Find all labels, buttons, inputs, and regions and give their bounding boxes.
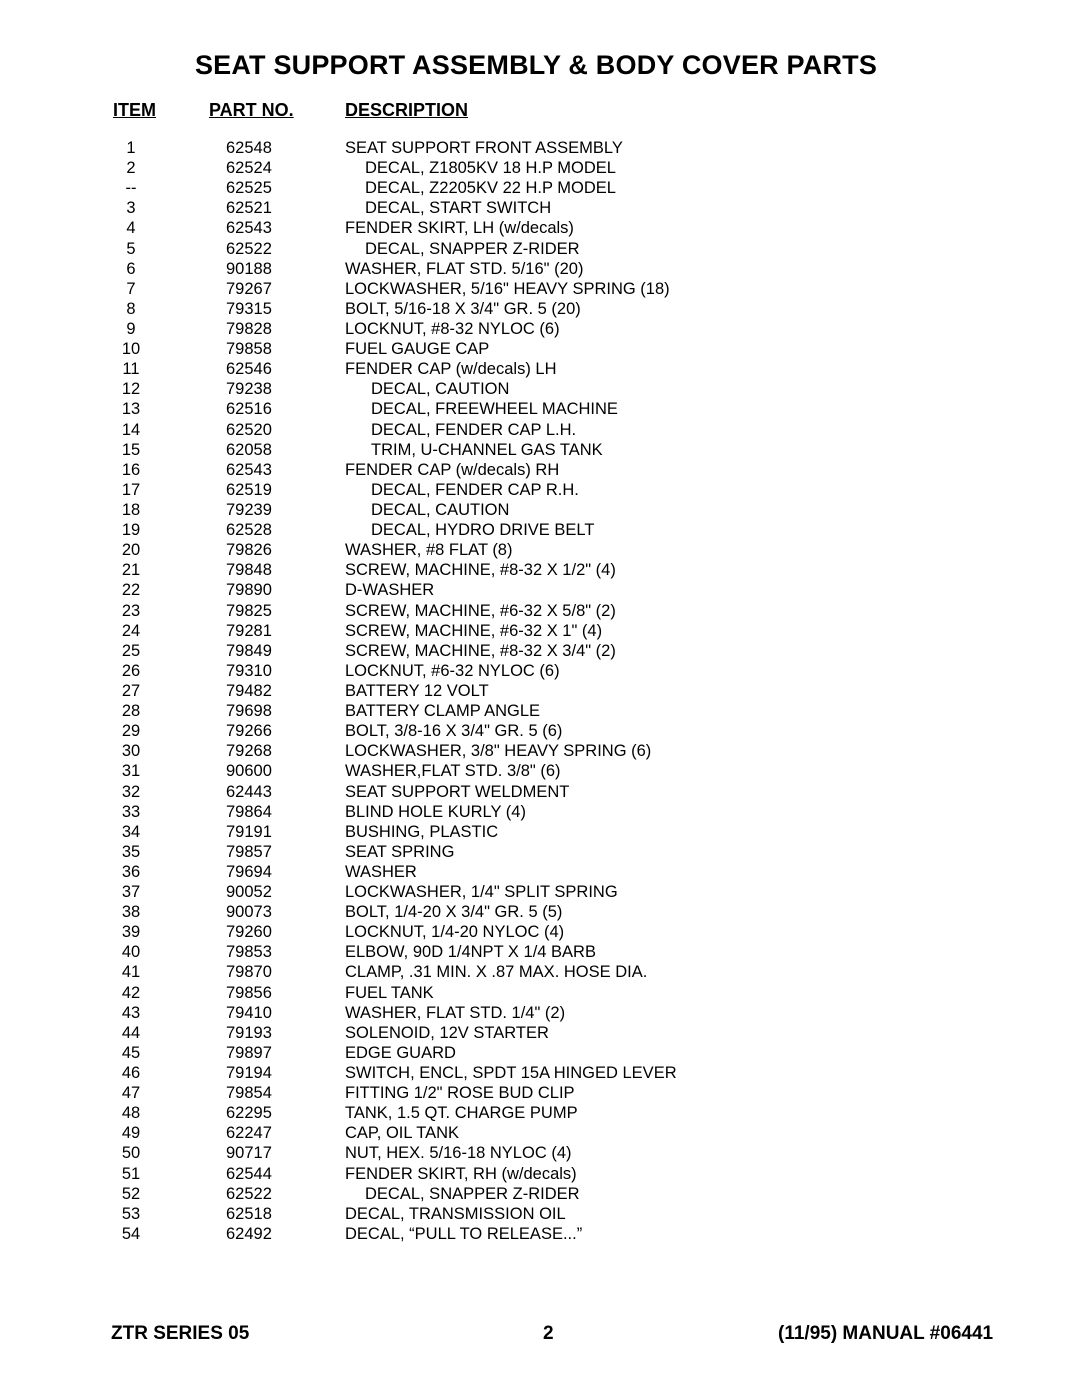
item-number: 48 bbox=[121, 1104, 141, 1123]
part-description: BOLT, 1/4-20 X 3/4" GR. 5 (5) bbox=[345, 903, 563, 922]
item-number: 39 bbox=[121, 923, 141, 942]
table-row bbox=[0, 942, 1080, 962]
table-row bbox=[0, 983, 1080, 1003]
part-description: SCREW, MACHINE, #6-32 X 5/8" (2) bbox=[345, 601, 616, 620]
item-number: 20 bbox=[121, 541, 141, 560]
part-description: DECAL, FREEWHEEL MACHINE bbox=[371, 400, 618, 419]
part-description: BOLT, 5/16-18 X 3/4" GR. 5 (20) bbox=[345, 299, 581, 318]
table-row bbox=[0, 279, 1080, 299]
table-row bbox=[0, 1143, 1080, 1163]
item-number: 19 bbox=[121, 521, 141, 540]
table-row bbox=[0, 218, 1080, 238]
table-row bbox=[0, 1164, 1080, 1184]
part-description: CLAMP, .31 MIN. X .87 MAX. HOSE DIA. bbox=[345, 963, 648, 982]
part-description: FENDER SKIRT, RH (w/decals) bbox=[345, 1164, 577, 1183]
table-row bbox=[0, 761, 1080, 781]
part-number: 90717 bbox=[226, 1144, 272, 1163]
part-description: LOCKNUT, #6-32 NYLOC (6) bbox=[345, 661, 560, 680]
table-row bbox=[0, 239, 1080, 259]
table-row bbox=[0, 701, 1080, 721]
part-description: D-WASHER bbox=[345, 581, 435, 600]
table-row bbox=[0, 621, 1080, 641]
part-description: LOCKWASHER, 1/4" SPLIT SPRING bbox=[345, 883, 618, 902]
part-number: 62543 bbox=[226, 219, 272, 238]
part-description: BUSHING, PLASTIC bbox=[345, 822, 499, 841]
part-number: 79849 bbox=[226, 641, 272, 660]
part-description: SEAT SUPPORT FRONT ASSEMBLY bbox=[345, 139, 623, 157]
table-row bbox=[0, 1224, 1080, 1244]
item-number: 43 bbox=[121, 1003, 141, 1022]
part-number: 79310 bbox=[226, 661, 272, 680]
table-row bbox=[0, 721, 1080, 741]
item-number: 28 bbox=[121, 702, 141, 721]
part-number: 90052 bbox=[226, 883, 272, 902]
part-number: 79858 bbox=[226, 340, 272, 359]
part-description: SCREW, MACHINE, #8-32 X 1/2" (4) bbox=[345, 561, 616, 580]
table-row bbox=[0, 580, 1080, 600]
part-description: FUEL TANK bbox=[345, 983, 434, 1002]
part-description: SEAT SPRING bbox=[345, 842, 455, 861]
item-number: 18 bbox=[121, 500, 141, 519]
item-number: 17 bbox=[121, 480, 141, 499]
table-row bbox=[0, 359, 1080, 379]
item-number: 16 bbox=[121, 460, 141, 479]
item-column-header: ITEM bbox=[113, 100, 156, 120]
part-number: 79193 bbox=[226, 1023, 272, 1042]
item-number: 52 bbox=[121, 1184, 141, 1203]
part-description: BATTERY 12 VOLT bbox=[345, 681, 489, 700]
part-number: 79856 bbox=[226, 983, 272, 1002]
table-row bbox=[0, 540, 1080, 560]
part-number: 62522 bbox=[226, 239, 272, 258]
table-row bbox=[0, 198, 1080, 218]
item-number: 15 bbox=[121, 440, 141, 459]
item-number: 34 bbox=[121, 822, 141, 841]
part-number: 62528 bbox=[226, 521, 272, 540]
part-description: SEAT SUPPORT WELDMENT bbox=[345, 782, 570, 801]
part-number: 62516 bbox=[226, 400, 272, 419]
part-description: EDGE GUARD bbox=[345, 1043, 456, 1062]
part-description: BOLT, 3/8-16 X 3/4" GR. 5 (6) bbox=[345, 722, 563, 741]
item-number: 40 bbox=[121, 943, 141, 962]
part-description: FENDER CAP (w/decals) LH bbox=[345, 360, 557, 379]
table-row bbox=[0, 500, 1080, 520]
item-number: 41 bbox=[121, 963, 141, 982]
footer-page-number: 2 bbox=[543, 1323, 554, 1344]
item-number: 33 bbox=[121, 802, 141, 821]
item-number: 22 bbox=[121, 581, 141, 600]
part-number: 79410 bbox=[226, 1003, 272, 1022]
item-number: 3 bbox=[126, 199, 136, 218]
table-row bbox=[0, 520, 1080, 540]
item-number: 23 bbox=[121, 601, 141, 620]
part-description: FENDER CAP (w/decals) RH bbox=[345, 460, 560, 479]
item-number: 25 bbox=[121, 641, 141, 660]
part-description: TANK, 1.5 QT. CHARGE PUMP bbox=[345, 1104, 578, 1123]
part-description: WASHER, FLAT STD. 1/4" (2) bbox=[345, 1003, 566, 1022]
part-description: DECAL, Z2205KV 22 H.P MODEL bbox=[365, 179, 616, 198]
part-number-column-header: PART NO. bbox=[209, 100, 294, 120]
part-number: 79266 bbox=[226, 722, 272, 741]
part-number: 79897 bbox=[226, 1043, 272, 1062]
part-number: 79825 bbox=[226, 601, 272, 620]
part-number: 79315 bbox=[226, 299, 272, 318]
table-row bbox=[0, 560, 1080, 580]
part-number: 62522 bbox=[226, 1184, 272, 1203]
part-number: 62544 bbox=[226, 1164, 272, 1183]
table-row bbox=[0, 420, 1080, 440]
table-row bbox=[0, 922, 1080, 942]
part-number: 62525 bbox=[226, 179, 272, 198]
table-row bbox=[0, 641, 1080, 661]
item-number: 54 bbox=[121, 1224, 141, 1243]
part-description: DECAL, SNAPPER Z-RIDER bbox=[365, 239, 580, 258]
item-number: 7 bbox=[126, 279, 136, 298]
part-number: 79864 bbox=[226, 802, 272, 821]
part-number: 62295 bbox=[226, 1104, 272, 1123]
part-description: NUT, HEX. 5/16-18 NYLOC (4) bbox=[345, 1144, 572, 1163]
page-title: SEAT SUPPORT ASSEMBLY & BODY COVER PARTS bbox=[194, 50, 878, 80]
part-description: DECAL, FENDER CAP R.H. bbox=[371, 480, 579, 499]
part-description: FUEL GAUGE CAP bbox=[345, 340, 490, 359]
table-row bbox=[0, 440, 1080, 460]
item-number: 9 bbox=[126, 319, 136, 338]
part-description: WASHER bbox=[345, 862, 417, 881]
part-number: 62521 bbox=[226, 199, 272, 218]
part-description: SOLENOID, 12V STARTER bbox=[345, 1023, 549, 1042]
table-row bbox=[0, 1083, 1080, 1103]
item-number: 46 bbox=[121, 1064, 141, 1083]
part-number: 79281 bbox=[226, 621, 272, 640]
item-number: 30 bbox=[121, 742, 141, 761]
table-row bbox=[0, 1184, 1080, 1204]
table-row bbox=[0, 681, 1080, 701]
part-description: ELBOW, 90D 1/4NPT X 1/4 BARB bbox=[345, 943, 596, 962]
part-description: DECAL, FENDER CAP L.H. bbox=[371, 420, 577, 439]
part-number: 79482 bbox=[226, 681, 272, 700]
part-number: 79239 bbox=[226, 500, 272, 519]
part-description: WASHER, FLAT STD. 5/16" (20) bbox=[345, 259, 584, 278]
table-row bbox=[0, 1103, 1080, 1123]
table-row bbox=[0, 842, 1080, 862]
item-number: 8 bbox=[126, 299, 136, 318]
table-row bbox=[0, 259, 1080, 279]
table-row bbox=[0, 178, 1080, 198]
item-number: 5 bbox=[126, 239, 136, 258]
table-row bbox=[0, 802, 1080, 822]
table-row bbox=[0, 399, 1080, 419]
table-row bbox=[0, 480, 1080, 500]
table-row bbox=[0, 460, 1080, 480]
part-number: 62519 bbox=[226, 480, 272, 499]
part-number: 62520 bbox=[226, 420, 272, 439]
part-description: DECAL, HYDRO DRIVE BELT bbox=[371, 521, 595, 540]
item-number: 36 bbox=[121, 862, 141, 881]
item-number: 27 bbox=[121, 681, 141, 700]
part-description: LOCKWASHER, 5/16" HEAVY SPRING (18) bbox=[345, 279, 670, 298]
table-row bbox=[0, 601, 1080, 621]
part-number: 79857 bbox=[226, 842, 272, 861]
part-description: SCREW, MACHINE, #8-32 X 3/4" (2) bbox=[345, 641, 616, 660]
part-description: SWITCH, ENCL, SPDT 15A HINGED LEVER bbox=[345, 1064, 677, 1083]
part-description: SCREW, MACHINE, #6-32 X 1" (4) bbox=[345, 621, 603, 640]
item-number: 12 bbox=[121, 380, 141, 399]
table-row bbox=[0, 882, 1080, 902]
part-description: DECAL, TRANSMISSION OIL bbox=[345, 1204, 566, 1223]
part-number: 62247 bbox=[226, 1124, 272, 1143]
table-row bbox=[0, 1204, 1080, 1224]
part-number: 62492 bbox=[226, 1224, 272, 1243]
table-row bbox=[0, 1043, 1080, 1063]
table-row bbox=[0, 1123, 1080, 1143]
item-number: 50 bbox=[121, 1144, 141, 1163]
part-number: 79238 bbox=[226, 380, 272, 399]
part-number: 62548 bbox=[226, 139, 272, 157]
item-number: 26 bbox=[121, 661, 141, 680]
table-row bbox=[0, 1023, 1080, 1043]
part-number: 79828 bbox=[226, 319, 272, 338]
footer-manual-number: (11/95) MANUAL #06441 bbox=[778, 1323, 994, 1344]
part-number: 79191 bbox=[226, 822, 272, 841]
part-description: DECAL, “PULL TO RELEASE...” bbox=[345, 1224, 583, 1243]
item-number: 13 bbox=[121, 400, 141, 419]
table-row bbox=[0, 661, 1080, 681]
part-number: 79698 bbox=[226, 702, 272, 721]
table-row bbox=[0, 782, 1080, 802]
item-number: 1 bbox=[126, 139, 136, 157]
item-number: 51 bbox=[121, 1164, 141, 1183]
item-number: 31 bbox=[121, 762, 141, 781]
part-description: WASHER,FLAT STD. 3/8" (6) bbox=[345, 762, 561, 781]
table-row bbox=[0, 1063, 1080, 1083]
part-number: 79260 bbox=[226, 923, 272, 942]
item-number: 6 bbox=[126, 259, 136, 278]
table-row bbox=[0, 1003, 1080, 1023]
part-number: 79268 bbox=[226, 742, 272, 761]
part-number: 62546 bbox=[226, 360, 272, 379]
part-number: 79826 bbox=[226, 541, 272, 560]
table-row bbox=[0, 299, 1080, 319]
part-number: 79194 bbox=[226, 1064, 272, 1083]
part-number: 62058 bbox=[226, 440, 272, 459]
item-number: 2 bbox=[126, 159, 136, 178]
table-row bbox=[0, 339, 1080, 359]
item-number: -- bbox=[125, 179, 137, 198]
description-column-header: DESCRIPTION bbox=[345, 100, 469, 120]
item-number: 10 bbox=[121, 340, 141, 359]
part-number: 79853 bbox=[226, 943, 272, 962]
item-number: 42 bbox=[121, 983, 141, 1002]
part-description: BATTERY CLAMP ANGLE bbox=[345, 702, 541, 721]
part-number: 79854 bbox=[226, 1084, 272, 1103]
part-description: WASHER, #8 FLAT (8) bbox=[345, 541, 513, 560]
part-number: 79848 bbox=[226, 561, 272, 580]
table-row bbox=[0, 902, 1080, 922]
item-number: 29 bbox=[121, 722, 141, 741]
part-description: FITTING 1/2" ROSE BUD CLIP bbox=[345, 1084, 575, 1103]
part-number: 79870 bbox=[226, 963, 272, 982]
table-row bbox=[0, 741, 1080, 761]
table-row bbox=[0, 138, 1080, 158]
item-number: 11 bbox=[122, 360, 140, 379]
item-number: 21 bbox=[121, 561, 141, 580]
item-number: 38 bbox=[121, 903, 141, 922]
part-description: DECAL, START SWITCH bbox=[365, 199, 552, 218]
part-description: LOCKNUT, #8-32 NYLOC (6) bbox=[345, 319, 560, 338]
table-row bbox=[0, 319, 1080, 339]
parts-table bbox=[0, 138, 1080, 1244]
part-number: 62443 bbox=[226, 782, 272, 801]
part-description: CAP, OIL TANK bbox=[345, 1124, 460, 1143]
table-row bbox=[0, 158, 1080, 178]
part-description: DECAL, CAUTION bbox=[371, 500, 510, 519]
item-number: 44 bbox=[121, 1023, 141, 1042]
part-number: 90600 bbox=[226, 762, 272, 781]
part-description: DECAL, CAUTION bbox=[371, 380, 510, 399]
item-number: 53 bbox=[121, 1204, 141, 1223]
table-row bbox=[0, 379, 1080, 399]
item-number: 32 bbox=[121, 782, 141, 801]
part-number: 90188 bbox=[226, 259, 272, 278]
item-number: 14 bbox=[121, 420, 141, 439]
item-number: 4 bbox=[126, 219, 136, 238]
part-number: 62518 bbox=[226, 1204, 272, 1223]
part-number: 79890 bbox=[226, 581, 272, 600]
part-number: 79267 bbox=[226, 279, 272, 298]
part-description: FENDER SKIRT, LH (w/decals) bbox=[345, 219, 574, 238]
item-number: 47 bbox=[121, 1084, 141, 1103]
table-row bbox=[0, 862, 1080, 882]
part-description: LOCKNUT, 1/4-20 NYLOC (4) bbox=[345, 923, 565, 942]
part-description: BLIND HOLE KURLY (4) bbox=[345, 802, 526, 821]
item-number: 45 bbox=[121, 1043, 141, 1062]
part-number: 79694 bbox=[226, 862, 272, 881]
table-row bbox=[0, 962, 1080, 982]
part-number: 62543 bbox=[226, 460, 272, 479]
part-description: TRIM, U-CHANNEL GAS TANK bbox=[371, 440, 603, 459]
part-description: LOCKWASHER, 3/8" HEAVY SPRING (6) bbox=[345, 742, 652, 761]
item-number: 24 bbox=[121, 621, 141, 640]
item-number: 37 bbox=[121, 883, 141, 902]
part-description: DECAL, SNAPPER Z-RIDER bbox=[365, 1184, 580, 1203]
part-description: DECAL, Z1805KV 18 H.P MODEL bbox=[365, 159, 616, 178]
part-number: 90073 bbox=[226, 903, 272, 922]
table-row bbox=[0, 822, 1080, 842]
item-number: 35 bbox=[121, 842, 141, 861]
footer-series: ZTR SERIES 05 bbox=[111, 1323, 250, 1344]
part-number: 62524 bbox=[226, 159, 272, 178]
item-number: 49 bbox=[121, 1124, 141, 1143]
